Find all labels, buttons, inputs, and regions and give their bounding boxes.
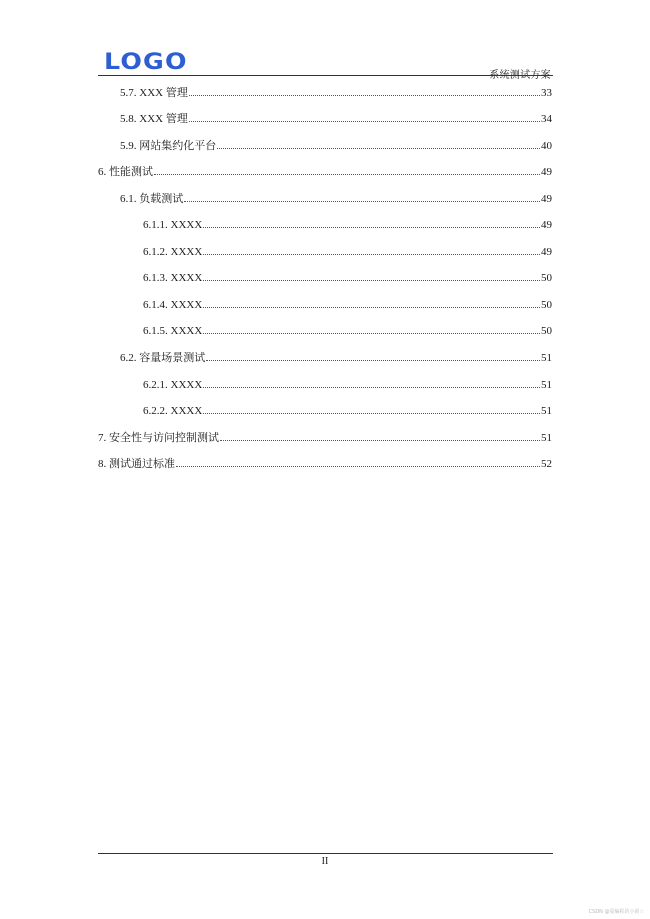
toc-entry-label: 6.1.1. XXXX xyxy=(143,219,203,231)
toc-entry[interactable] xyxy=(143,270,552,286)
toc-entry-page: 34 xyxy=(541,113,552,125)
toc-entry[interactable] xyxy=(98,430,552,446)
toc-entry[interactable] xyxy=(143,323,552,339)
toc-entry-label: 6.2.1. XXXX xyxy=(143,379,203,391)
toc-entry-page: 49 xyxy=(541,193,552,205)
toc-leader-dots xyxy=(217,148,540,149)
toc-entry-label: 5.9. 网站集约化平台 xyxy=(120,140,217,152)
footer-divider xyxy=(98,853,553,854)
header-divider xyxy=(98,75,553,76)
toc-entry-label: 6. 性能测试 xyxy=(98,166,153,178)
toc-leader-dots xyxy=(206,360,540,361)
toc-entry[interactable] xyxy=(120,85,552,101)
toc-entry-page: 50 xyxy=(541,325,552,337)
toc-entry-label: 6.1.4. XXXX xyxy=(143,299,203,311)
page-number: II xyxy=(321,856,329,867)
toc-leader-dots xyxy=(220,440,540,441)
toc-entry-label: 6.1. 负载测试 xyxy=(120,193,184,205)
toc-leader-dots xyxy=(203,280,540,281)
toc-leader-dots xyxy=(189,95,540,96)
toc-entry-page: 50 xyxy=(541,299,552,311)
toc-entry-page: 51 xyxy=(541,405,552,417)
document-title: 系统测试方案 xyxy=(489,70,551,81)
toc-leader-dots xyxy=(203,333,540,334)
toc-leader-dots xyxy=(203,413,540,414)
toc-leader-dots xyxy=(189,121,540,122)
toc-entry[interactable] xyxy=(143,244,552,260)
toc-entry-page: 51 xyxy=(541,379,552,391)
toc-leader-dots xyxy=(154,174,540,175)
toc-entry[interactable] xyxy=(143,403,552,419)
toc-entry[interactable] xyxy=(120,111,552,127)
toc-entry-page: 40 xyxy=(541,140,552,152)
toc-entry-page: 51 xyxy=(541,352,552,364)
toc-entry-page: 50 xyxy=(541,272,552,284)
toc-leader-dots xyxy=(203,227,540,228)
toc-entry-page: 49 xyxy=(541,166,552,178)
toc-entry-label: 8. 测试通过标准 xyxy=(98,458,175,470)
toc-leader-dots xyxy=(203,254,540,255)
toc-entry-page: 49 xyxy=(541,246,552,258)
toc-entry-page: 52 xyxy=(541,458,552,470)
toc-entry[interactable] xyxy=(98,164,552,180)
toc-leader-dots xyxy=(184,201,540,202)
toc-leader-dots xyxy=(203,387,540,388)
toc-entry-label: 6.2.2. XXXX xyxy=(143,405,203,417)
toc-entry-page: 33 xyxy=(541,87,552,99)
toc-entry-label: 6.1.2. XXXX xyxy=(143,246,203,258)
toc-entry-page: 51 xyxy=(541,432,552,444)
toc-entry[interactable] xyxy=(143,297,552,313)
toc-entry-label: 7. 安全性与访问控制测试 xyxy=(98,432,219,444)
toc-entry[interactable] xyxy=(98,456,552,472)
toc-entry-label: 6.2. 容量场景测试 xyxy=(120,352,206,364)
toc-entry[interactable] xyxy=(120,138,552,154)
toc-entry-label: 6.1.3. XXXX xyxy=(143,272,203,284)
toc-entry-label: 5.7. XXX 管理 xyxy=(120,87,188,99)
toc-entry-label: 5.8. XXX 管理 xyxy=(120,113,188,125)
logo: LOGO xyxy=(104,50,188,75)
toc-entry[interactable] xyxy=(120,350,552,366)
toc-leader-dots xyxy=(203,307,540,308)
toc-entry[interactable] xyxy=(120,191,552,207)
toc-entry[interactable] xyxy=(143,217,552,233)
toc-leader-dots xyxy=(176,466,540,467)
toc-entry-page: 49 xyxy=(541,219,552,231)
toc-entry[interactable] xyxy=(143,377,552,393)
toc-entry-label: 6.1.5. XXXX xyxy=(143,325,203,337)
watermark: CSDN @爱编程的小新☆ xyxy=(588,909,644,915)
